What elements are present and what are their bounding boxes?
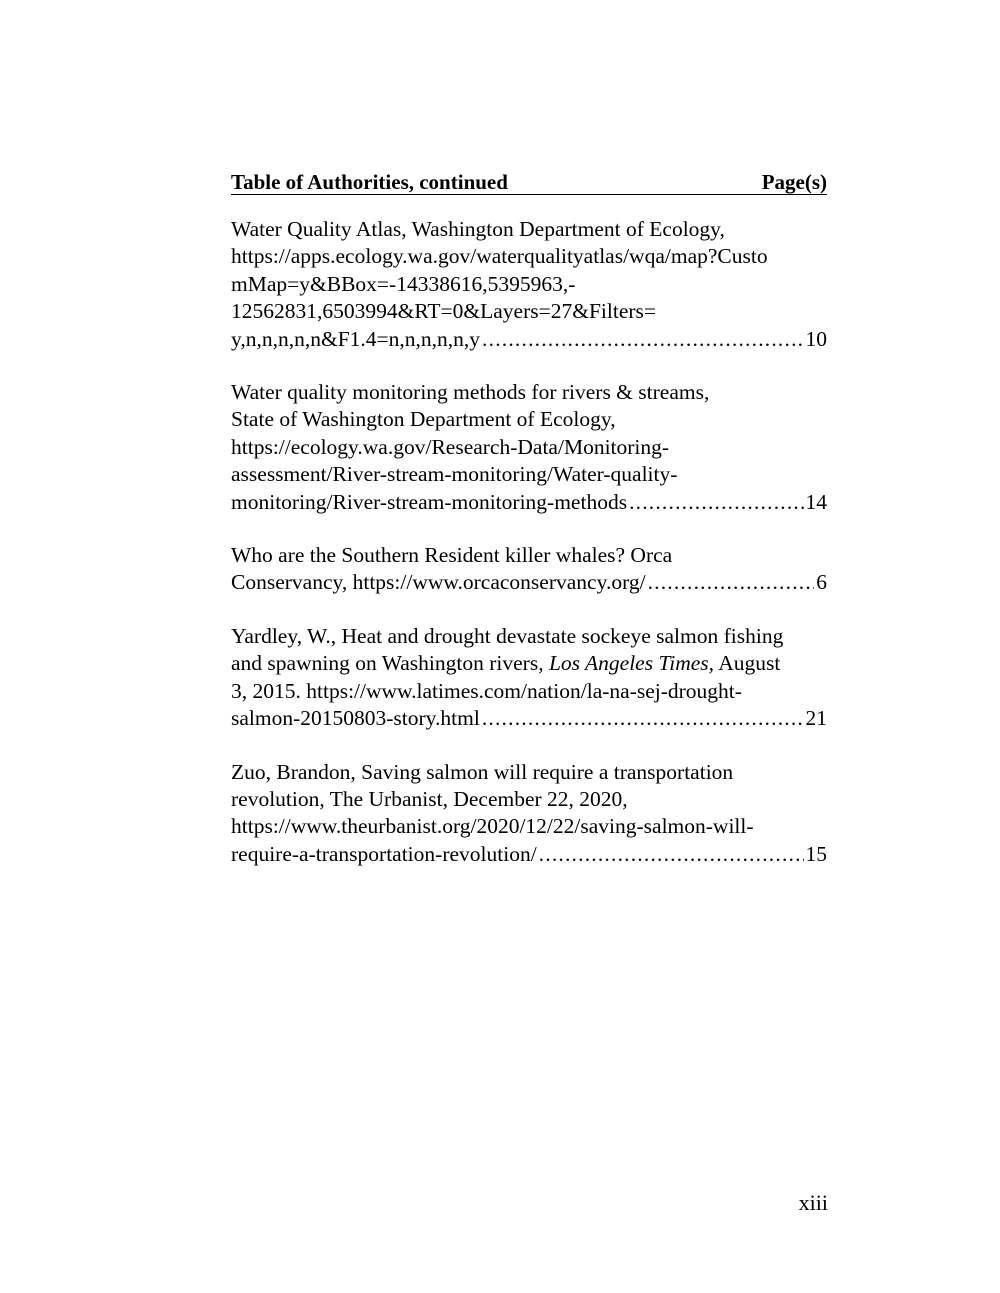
entry-last-line bbox=[231, 569, 827, 596]
dot-leader bbox=[648, 569, 815, 596]
dot-leader bbox=[482, 326, 803, 353]
entry-last-line bbox=[231, 705, 827, 732]
entry-line: y,n,n,n,n,n&F1.4=n,n,n,n,n,y bbox=[231, 326, 481, 351]
entry-line bbox=[231, 650, 827, 677]
entry-text: and spawning on Washington rivers, bbox=[231, 651, 549, 676]
entry-line: https://ecology.wa.gov/Research-Data/Monitoring- bbox=[231, 434, 670, 459]
entry-line: monitoring/River-stream-monitoring-methods bbox=[231, 489, 628, 514]
entry-line: https://www.theurbanist.org/2020/12/22/saving-salmon-will- bbox=[231, 814, 754, 839]
entry-line: Zuo, Brandon, Saving salmon will require a transportation bbox=[231, 759, 734, 784]
entry-page-number: 15 bbox=[805, 841, 827, 866]
entry-line: State of Washington Department of Ecology, bbox=[231, 407, 616, 432]
entry-page-number: 14 bbox=[805, 489, 827, 514]
entry-last-line bbox=[231, 841, 827, 868]
toc-header bbox=[231, 170, 827, 195]
entry-line: Who are the Southern Resident killer whales? Orca bbox=[231, 543, 673, 568]
toc-title: Table of Authorities, continued bbox=[231, 170, 508, 194]
authority-entry bbox=[231, 216, 827, 353]
entry-line: Yardley, W., Heat and drought devastate sockeye salmon fishing bbox=[231, 623, 784, 648]
authority-entry bbox=[231, 379, 827, 516]
entry-text: August bbox=[714, 651, 781, 676]
entry-page-number: 21 bbox=[805, 706, 827, 731]
entry-line: 12562831,6503994&RT=0&Layers=27&Filters= bbox=[231, 299, 657, 324]
entry-line: https://apps.ecology.wa.gov/waterqualityatlas/wqa/map?Custo bbox=[231, 244, 768, 269]
dot-leader bbox=[482, 705, 804, 732]
dot-leader bbox=[629, 489, 803, 516]
entry-page-number: 10 bbox=[805, 326, 827, 351]
authority-entry bbox=[231, 759, 827, 869]
entry-page-number: 6 bbox=[816, 570, 827, 595]
entry-line: 3, 2015. https://www.latimes.com/nation/la-na-sej-drought- bbox=[231, 678, 742, 703]
entry-line: mMap=y&BBox=-14338616,5395963,- bbox=[231, 271, 576, 296]
entry-line: revolution, The Urbanist, December 22, 2020, bbox=[231, 786, 628, 811]
entry-line: Conservancy, https://www.orcaconservancy.org/ bbox=[231, 570, 646, 595]
pages-column-label: Page(s) bbox=[761, 170, 827, 194]
page-number: xiii bbox=[798, 1190, 828, 1215]
table-of-authorities bbox=[231, 170, 827, 894]
entry-line: Water Quality Atlas, Washington Department of Ecology, bbox=[231, 217, 725, 241]
publication-title: Los Angeles Times, bbox=[548, 651, 715, 676]
entry-last-line bbox=[231, 326, 827, 353]
dot-leader bbox=[539, 841, 804, 868]
entry-line: Water quality monitoring methods for rivers & streams, bbox=[231, 380, 710, 405]
entry-line: salmon-20150803-story.html bbox=[231, 706, 480, 731]
entry-line: assessment/River-stream-monitoring/Water-quality- bbox=[231, 462, 678, 487]
authority-entry bbox=[231, 623, 827, 733]
authority-entry bbox=[231, 542, 827, 597]
entry-line: require-a-transportation-revolution/ bbox=[231, 841, 537, 866]
entry-last-line bbox=[231, 489, 827, 516]
